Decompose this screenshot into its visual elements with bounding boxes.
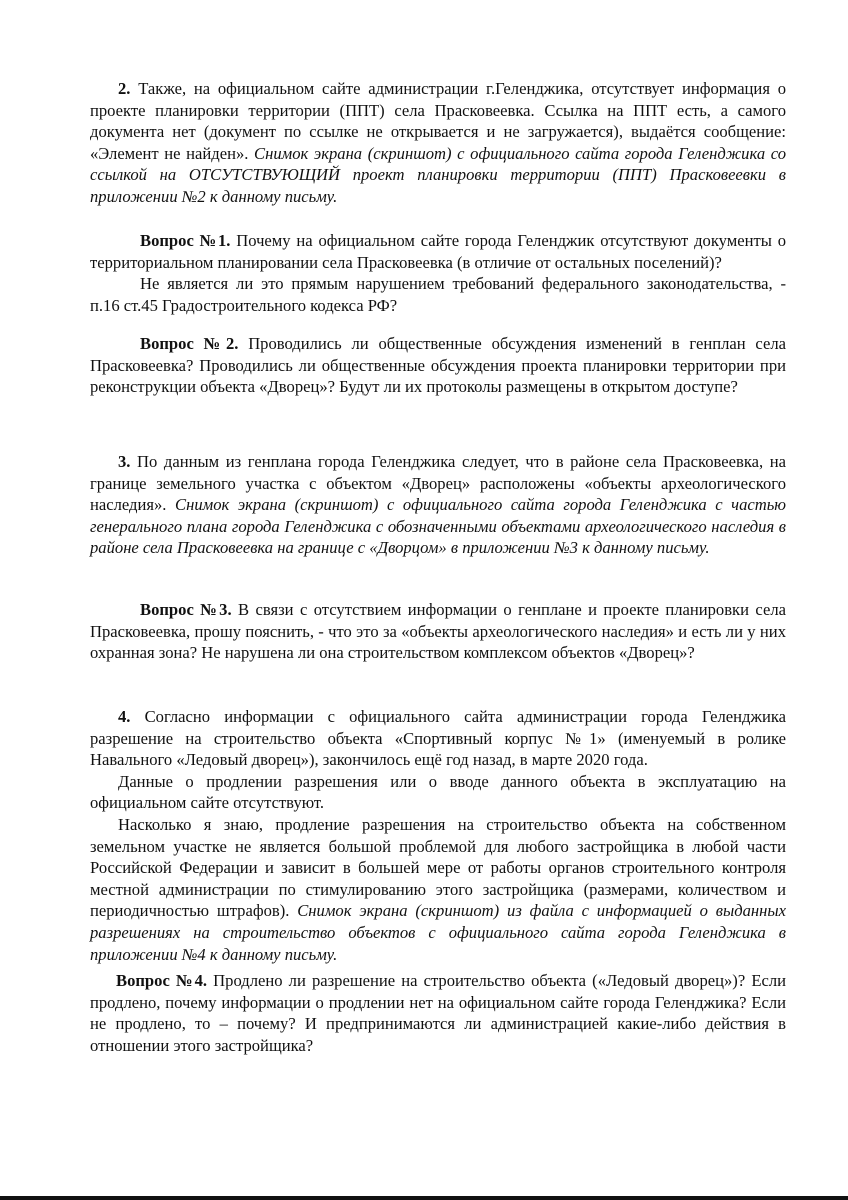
- question-2-paragraph: [90, 333, 786, 398]
- section-3-text: По данным из генплана города Геленджика следует, что в районе села Прасковеевка, на границе земельного участка с объектом «Дворец» расположены «объекты археологического наследия».: [90, 452, 786, 515]
- question-1-paragraph-2: [90, 273, 786, 316]
- question-3-text: В связи с отсутствием информации о генплане и проекте планировки села Прасковеевка, прошу пояснить, - что это за «объекты археологического наследия» и есть ли у них охранная зона? Не нарушена ли она строительством комплексом объектов «Дворец»?: [90, 600, 786, 663]
- question-4-text: Продлено ли разрешение на строительство объекта («Ледовый дворец»)? Если продлено, почему информации о продлении нет на официальном сайте города Геленджика? Если не продлено, то – почему? И предпринимаются ли администрацией какие-либо действия в отношении этого застройщика?: [90, 971, 786, 1055]
- question-1-label: Вопрос №1.: [140, 231, 231, 250]
- section-3-note: Снимок экрана (скриншот) с официального сайта города Геленджика с частью генерального плана города Геленджика с обозначенными объектами археологического наследия в районе села Прасковеевка на границе с «Дворцом» в приложении №3 к данному письму.: [90, 495, 786, 558]
- question-2-label: Вопрос №2.: [140, 334, 239, 353]
- bottom-border-line: [0, 1196, 848, 1200]
- section-4-paragraph-3: [90, 814, 786, 965]
- question-1-paragraph: [90, 230, 786, 273]
- section-4-text: Согласно информации с официального сайта администрации города Геленджика разрешение на строительство объекта «Спортивный корпус №1» (именуемый в ролике Навального «Ледовый дворец»), закончилось ещё год назад, в марте 2020 года.: [90, 707, 786, 770]
- section-3: [90, 451, 786, 559]
- section-4-paragraph: [90, 706, 786, 771]
- section-2-paragraph: [90, 78, 786, 208]
- question-4: [90, 970, 786, 1056]
- question-4-paragraph: [90, 970, 786, 1056]
- section-2-note: Снимок экрана (скриншот) с официального сайта города Геленджика со ссылкой на ОТСУТСТВУЮЩИЙ проект планировки территории (ППТ) Прасковеевки в приложении №2 к данному письму.: [90, 143, 786, 206]
- section-4-paragraph-2: [90, 771, 786, 814]
- question-1-text: Почему на официальном сайте города Геленджик отсутствуют документы о территориальном планировании села Прасковеевка (в отличие от остальных поселений)?: [90, 231, 786, 272]
- section-4-text-2: Данные о продлении разрешения или о вводе данного объекта в эксплуатацию на официальном сайте отсутствуют.: [90, 771, 786, 813]
- section-4-number: 4.: [118, 707, 131, 726]
- question-3: [90, 599, 786, 664]
- section-3-number: 3.: [118, 452, 131, 471]
- question-1: [90, 230, 786, 316]
- section-4-text-3: Насколько я знаю, продление разрешения на строительство объекта на собственном земельном участке не является большой проблемой для любого застройщика в любой части Российской Федерации и зависит в большей мере от работы органов строительного контроля местной администрации по стимулированию этого застройщика (размерами, количеством и периодичностью штрафов).: [90, 814, 786, 921]
- question-2: [90, 333, 786, 398]
- section-3-paragraph: [90, 451, 786, 559]
- question-1-text-2: Не является ли это прямым нарушением требований федерального законодательства, - п.16 ст.45 Градостроительного кодекса РФ?: [90, 274, 786, 315]
- question-2-text: Проводились ли общественные обсуждения изменений в генплан села Прасковеевка? Проводились ли общественные обсуждения проекта планировки территории при реконструкции объекта «Дворец»? Будут ли их протоколы размещены в открытом доступе?: [90, 334, 786, 397]
- question-4-label: Вопрос №4.: [116, 971, 208, 990]
- section-2-number: 2.: [118, 79, 131, 98]
- section-4-note: Снимок экрана (скриншот) из файла с информацией о выданных разрешениях на строительство объектов с официального сайта города Геленджика в приложении №4 к данному письму.: [90, 901, 786, 964]
- section-2: [90, 78, 786, 208]
- section-2-text: Также, на официальном сайте администрации г.Геленджика, отсутствует информация о проекте планировки территории (ППТ) села Прасковеевка. Ссылка на ППТ есть, а самого документа нет (документ по ссылке не открывается и не загружается), выдаётся сообщение: «Элемент не найден».: [90, 79, 786, 163]
- question-3-label: Вопрос №3.: [140, 600, 232, 619]
- section-4: [90, 706, 786, 965]
- question-3-paragraph: [90, 599, 786, 664]
